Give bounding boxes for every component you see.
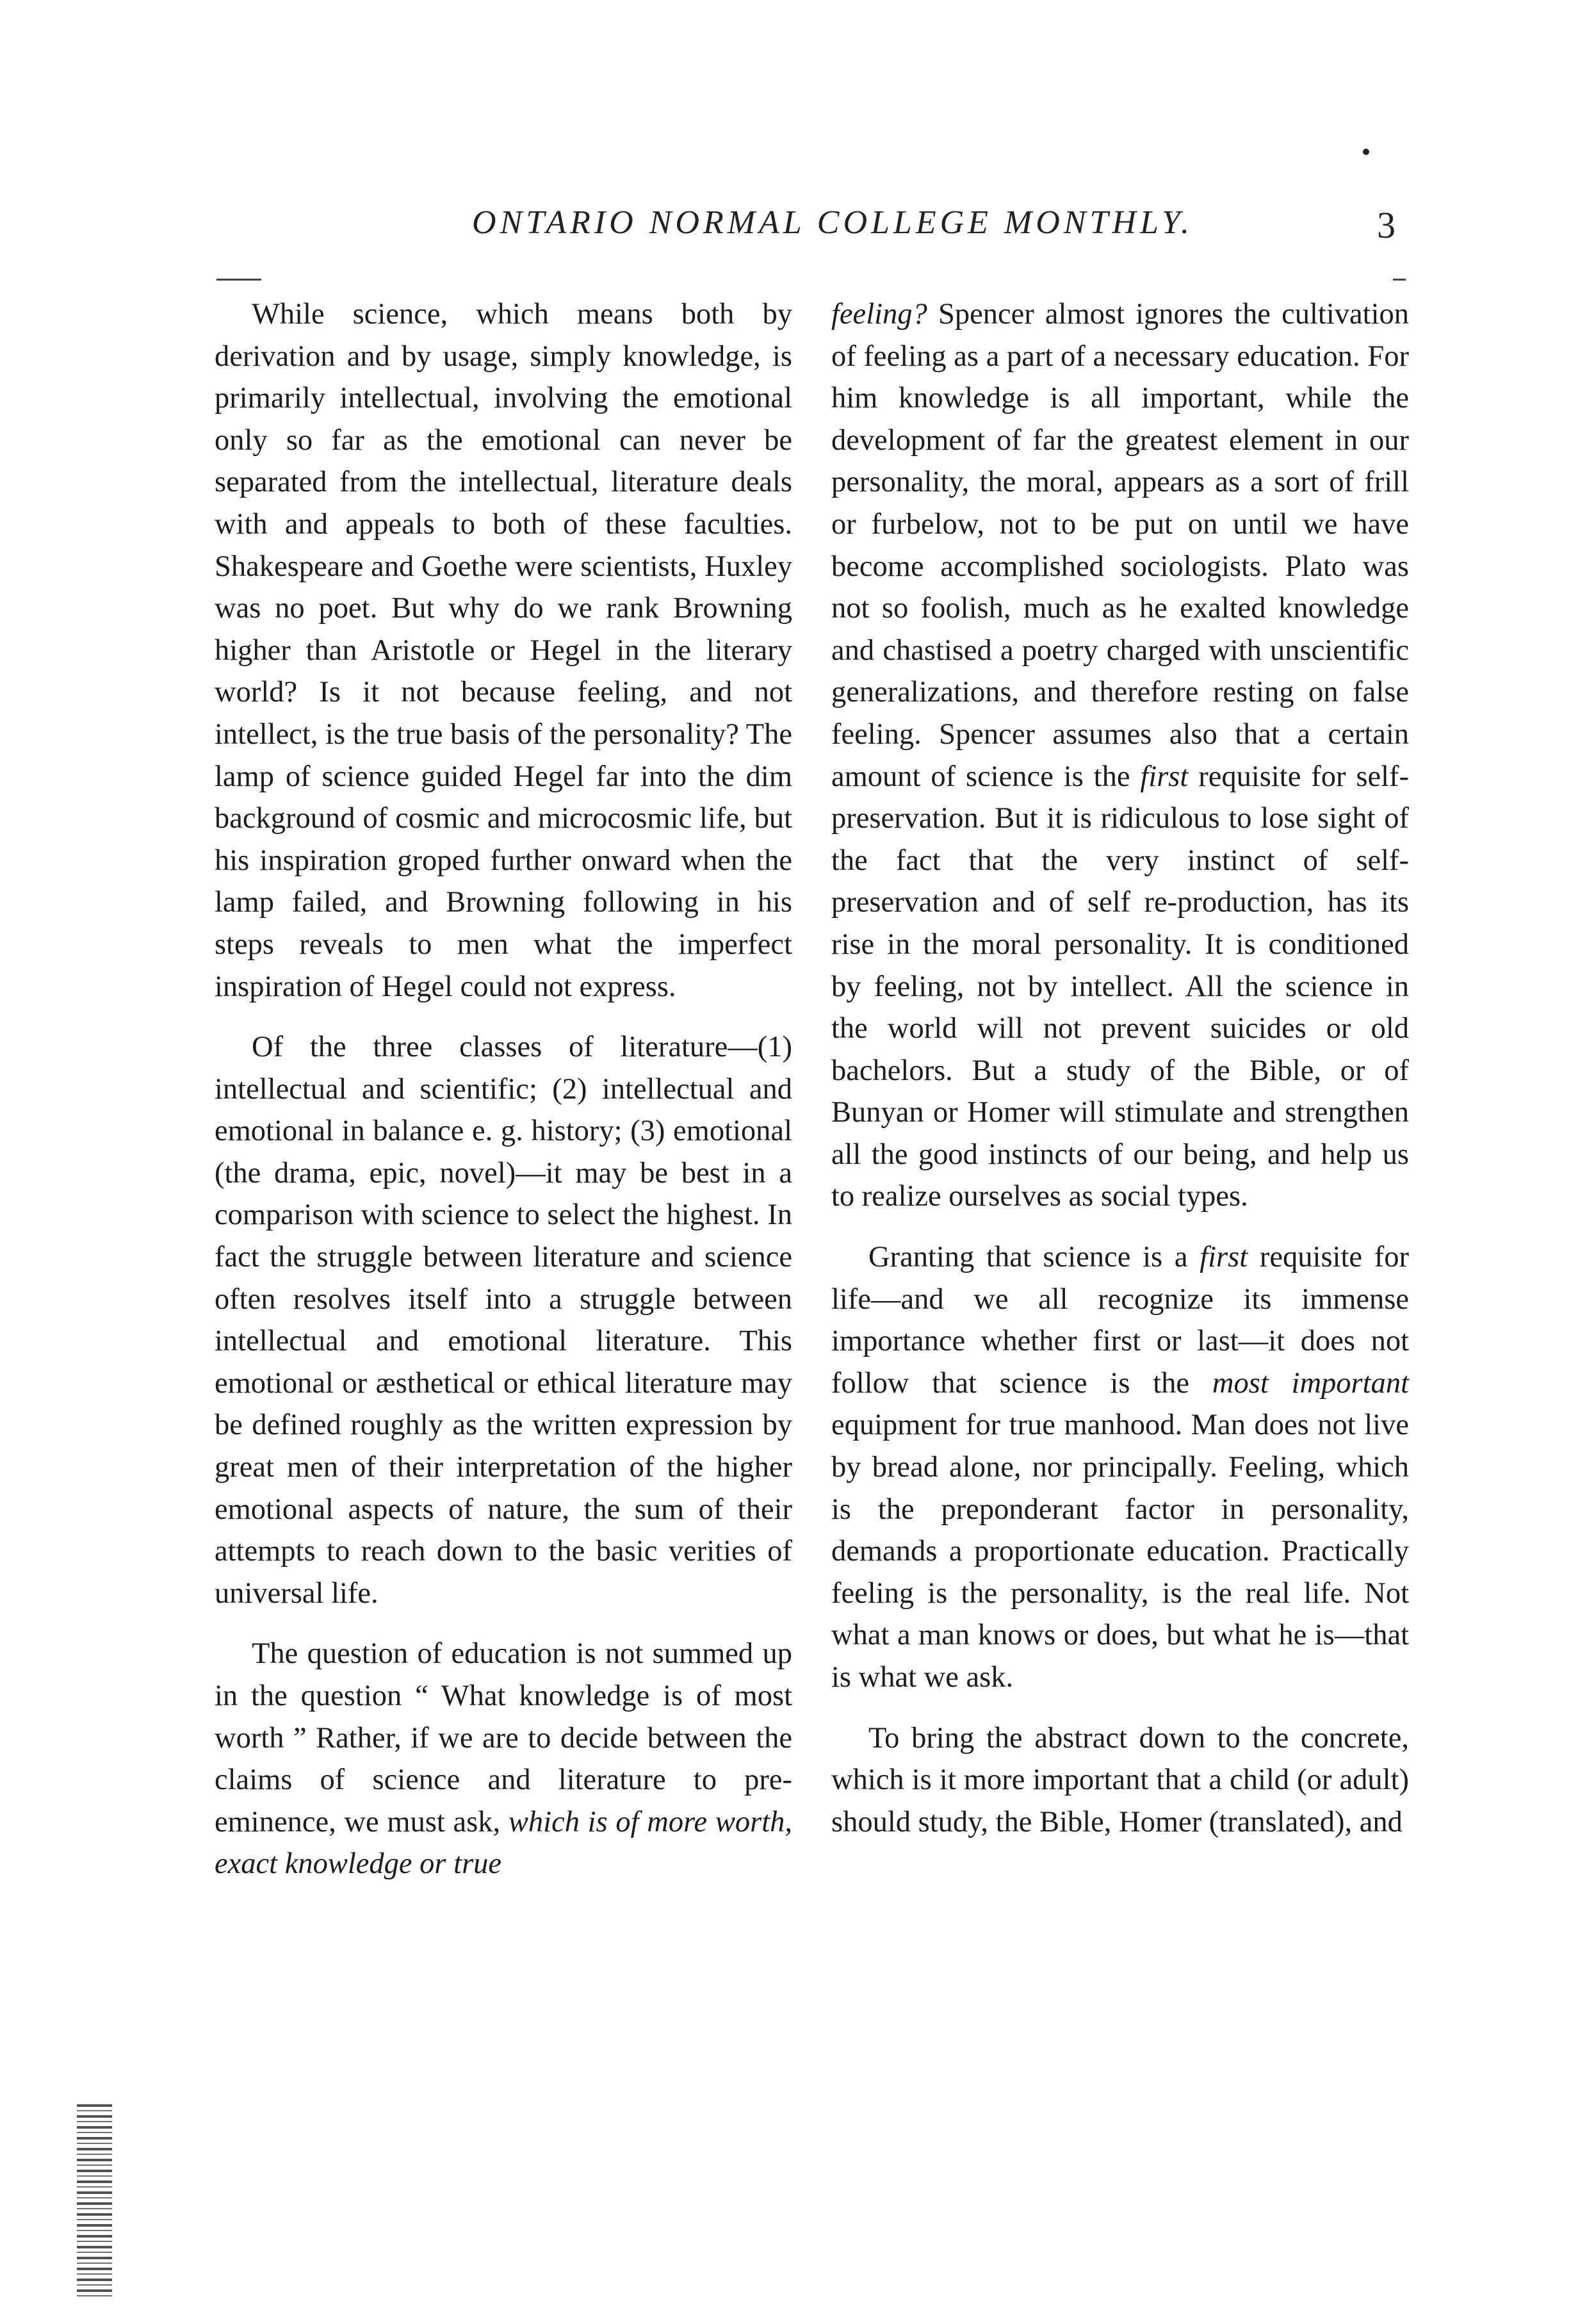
left-paragraph-3 <box>215 1633 792 1885</box>
header-rule-left <box>216 279 261 281</box>
right-p1-text-2: requisite for self-preservation. But it is ridiculous to lose sight of the fact that the very instinct of self-preservation and of self re-production, has its rise in the moral personality. It is conditioned by feeling, not by intellect. All the science in the world will not prevent suicides or old bachelors. But a study of the Bible, or of Bunyan or Homer will stimulate and strengthen all the good instincts of our being, and help us to realize ourselves as social types. <box>831 760 1409 1213</box>
right-p2-a: Granting that science is a <box>868 1241 1200 1274</box>
page-number: 3 <box>1377 204 1396 246</box>
right-p2-italic-most-important: most important <box>1212 1366 1409 1400</box>
left-column <box>215 293 792 2254</box>
margin-stamp-mark <box>77 2104 112 2296</box>
header-rule-right <box>1393 279 1406 281</box>
right-p1-italic: feeling? <box>831 298 927 331</box>
left-p3-text: The question of education is not summed up in the question “ What knowledge is of most worth ” Rather, if we are to decide between the claims of science and literature to pre-eminence, we must ask, <box>215 1637 792 1838</box>
right-p1-italic-first: first <box>1140 760 1189 793</box>
right-p2-c: equipment for true manhood. Man does not live by bread alone, nor principally. Feeling, which is the preponderant factor in personality, demands a proportionate education. Practically feeling is the personality, is the real life. Not what a man knows or does, but what he is—that is what we ask. <box>831 1409 1409 1694</box>
left-paragraph-1: While science, which means both by derivation and by usage, simply knowledge, is primarily intellectual, involving the emotional only so far as the emotional can never be separated from the intellectual, literature deals with and appeals to both of these faculties. Shakespeare and Goethe were scientists, Huxley was no poet. But why do we rank Browning higher than Aristotle or Hegel in the literary world? Is it not because feeling, and not intellect, is the true basis of the personality? The lamp of science guided Hegel far into the dim background of cosmic and microcosmic life, but his inspiration groped further onward when the lamp failed, and Browning following in his steps reveals to men what the imperfect inspiration of Hegel could not express. <box>215 298 792 1003</box>
right-paragraph-1 <box>831 293 1409 1218</box>
right-p2-italic-first: first <box>1200 1241 1248 1274</box>
right-p2-b: requisite for life—and we all recognize its immense importance whether first or last—it does not follow that science is the <box>831 1241 1409 1400</box>
right-paragraph-3: To bring the abstract down to the concrete, which is it more important that a child (or adult) should study, the Bible, Homer (translated), and <box>831 1721 1409 1838</box>
left-p3-italic: which is of more worth, exact knowledge or true <box>215 1805 792 1881</box>
running-header: ONTARIO NORMAL COLLEGE MONTHLY. <box>472 204 1193 241</box>
left-paragraph-2: Of the three classes of literature—(1) intellectual and scientific; (2) intellectual and emotional in balance e. g. history; (3) emotional (the drama, epic, novel)—it may be best in a comparison with science to select the highest. In fact the struggle between literature and science often resolves itself into a struggle between intellectual and emotional literature. This emotional or æsthetical or ethical literature may be defined roughly as the written expression by great men of their interpretation of the higher emotional aspects of nature, the sum of their attempts to reach down to the basic verities of universal life. <box>215 1031 792 1610</box>
right-paragraph-2 <box>831 1236 1409 1699</box>
right-column <box>831 293 1409 2254</box>
right-p1-text: Spencer almost ignores the cultivation of feeling as a part of a necessary education. For him knowledge is all important, while the development of far the greatest element in our personality, the moral, appears as a sort of frill or furbelow, not to be put on until we have become accomplished sociologists. Plato was not so foolish, much as he exalted knowledge and chastised a poetry charged with unscientific generalizations, and therefore resting on false feeling. Spencer assumes also that a certain amount of science is the <box>831 298 1409 793</box>
page-speck <box>1363 149 1369 155</box>
